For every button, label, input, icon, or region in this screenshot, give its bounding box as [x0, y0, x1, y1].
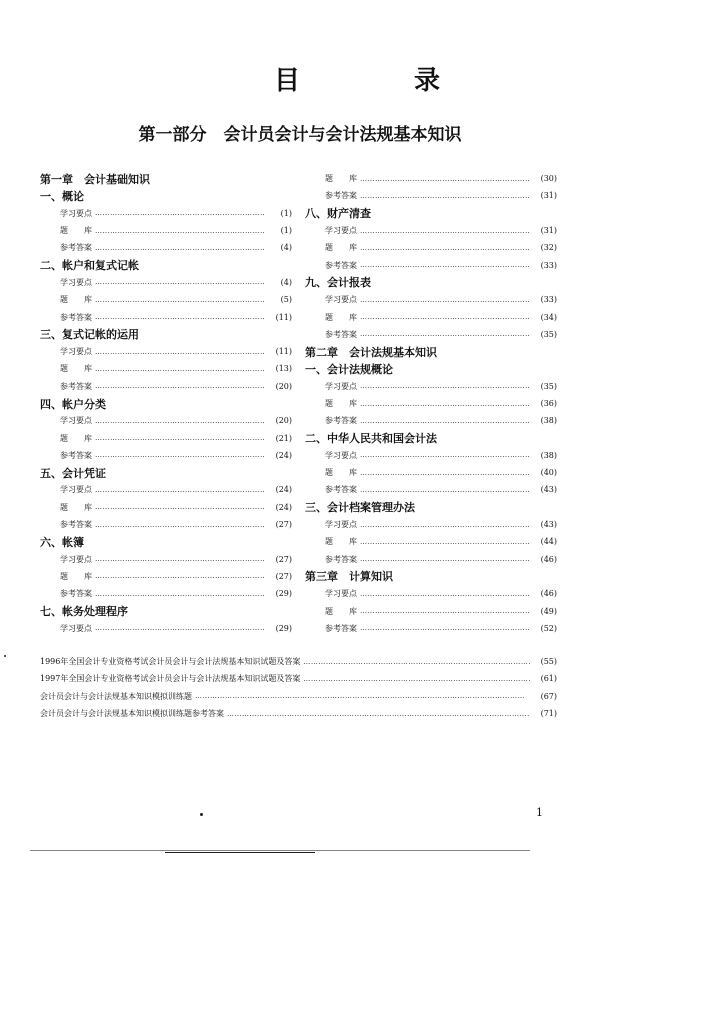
toc-entry-label: 参考答案 — [60, 243, 92, 253]
toc-entry-label: 参考答案 — [325, 329, 357, 339]
toc-left-column — [40, 170, 292, 637]
dot-leader — [95, 365, 265, 373]
toc-entry-label: 题 库 — [60, 364, 92, 374]
toc-entry — [40, 239, 292, 256]
toc-entry-page: (31) — [540, 226, 557, 236]
dot-leader — [95, 278, 265, 286]
dot-leader — [95, 313, 265, 321]
chapter-heading — [40, 170, 292, 187]
toc-entry — [40, 585, 292, 602]
toc-entry — [40, 291, 292, 308]
toc-entry-page: (27) — [275, 520, 292, 530]
toc-entry-page: (30) — [540, 174, 557, 184]
dot-leader — [360, 227, 530, 235]
dot-leader — [95, 209, 265, 217]
toc-entry — [40, 412, 292, 429]
toc-entry-label: 学习要点 — [60, 416, 92, 426]
appendix-entry-label: 1997年全国会计专业资格考试会计员会计与会计法规基本知识试题及答案 — [40, 674, 301, 684]
section-heading — [305, 429, 557, 446]
appendix-entry-page: (67) — [540, 691, 557, 701]
scan-speck — [4, 655, 6, 657]
dot-leader — [195, 692, 530, 700]
toc-entry-page: (24) — [275, 450, 292, 460]
toc-entry-label: 参考答案 — [60, 589, 92, 599]
toc-entry-label: 三、会计档案管理办法 — [305, 501, 415, 515]
dot-leader — [360, 192, 530, 200]
toc-entry — [305, 620, 557, 637]
page-title: 目 录 — [273, 66, 484, 96]
section-heading — [305, 360, 557, 377]
toc-entry-page: (27) — [275, 571, 292, 581]
toc-entry-label: 参考答案 — [325, 623, 357, 633]
section-heading — [305, 274, 557, 291]
toc-entry-label: 参考答案 — [60, 520, 92, 530]
appendix-entry-page: (55) — [540, 657, 557, 667]
toc-entry — [305, 481, 557, 498]
toc-entry — [305, 447, 557, 464]
dot-leader — [360, 521, 530, 529]
toc-entry-label: 题 库 — [325, 606, 357, 616]
toc-entry-label: 学习要点 — [60, 485, 92, 495]
toc-entry — [305, 464, 557, 481]
toc-entry-page: (35) — [540, 329, 557, 339]
toc-entry-label: 学习要点 — [325, 450, 357, 460]
toc-entry — [305, 516, 557, 533]
dot-leader — [95, 434, 265, 442]
toc-entry-label: 第三章 计算知识 — [305, 570, 393, 584]
dot-leader — [360, 624, 530, 632]
dot-leader — [360, 244, 530, 252]
appendix-entry-label: 1996年全国会计专业资格考试会计员会计与会计法规基本知识试题及答案 — [40, 657, 301, 667]
dot-leader — [360, 538, 530, 546]
dot-leader — [95, 244, 265, 252]
toc-entry-page: (27) — [275, 554, 292, 564]
toc-entry — [305, 256, 557, 273]
toc-entry-label: 参考答案 — [325, 554, 357, 564]
dot-leader — [360, 486, 530, 494]
toc-entry-page: (29) — [275, 623, 292, 633]
toc-entry-label: 三、复式记帐的运用 — [40, 328, 139, 342]
toc-entry-page: (21) — [275, 433, 292, 443]
toc-entry-label: 参考答案 — [325, 191, 357, 201]
toc-entry — [305, 170, 557, 187]
toc-entry-page: (40) — [540, 468, 557, 478]
toc-entry-label: 学习要点 — [60, 623, 92, 633]
dot-leader — [360, 313, 530, 321]
toc-entry-label: 二、帐户和复式记帐 — [40, 259, 139, 273]
toc-entry — [40, 360, 292, 377]
toc-entry-label: 题 库 — [325, 174, 357, 184]
dot-leader — [360, 382, 530, 390]
toc-entry-label: 学习要点 — [325, 226, 357, 236]
toc-entry-page: (33) — [540, 260, 557, 270]
dot-leader — [95, 521, 265, 529]
toc-entry-label: 题 库 — [60, 502, 92, 512]
toc-entry-label: 学习要点 — [60, 554, 92, 564]
section-heading — [40, 326, 292, 343]
toc-entry-page: (32) — [540, 243, 557, 253]
toc-entry-label: 题 库 — [325, 399, 357, 408]
toc-entry-label: 学习要点 — [325, 520, 357, 530]
toc-entry — [305, 551, 557, 568]
toc-entry-page: (13) — [275, 364, 292, 374]
dot-leader — [360, 607, 530, 615]
dot-leader — [360, 330, 530, 338]
toc-entry — [40, 378, 292, 395]
toc-entry-page: (29) — [275, 589, 292, 599]
section-heading — [40, 256, 292, 273]
toc-entry — [305, 291, 557, 308]
toc-entry-label: 参考答案 — [60, 312, 92, 322]
toc-entry-label: 学习要点 — [325, 381, 357, 391]
toc-entry-label: 六、帐簿 — [40, 535, 84, 549]
toc-entry-page: (4) — [280, 277, 292, 287]
toc-entry-label: 题 库 — [325, 243, 357, 253]
appendix-entry — [40, 688, 557, 705]
toc-entry-page: (38) — [540, 450, 557, 460]
toc-entry — [305, 187, 557, 204]
toc-entry — [305, 239, 557, 256]
dot-leader — [360, 555, 530, 563]
toc-entry-page: (43) — [540, 520, 557, 530]
toc-entry-label: 四、帐户分类 — [40, 397, 106, 411]
toc-entry-page: (5) — [280, 295, 292, 305]
toc-entry-label: 一、会计法规概论 — [305, 362, 393, 376]
toc-entry-page: (11) — [275, 312, 292, 322]
toc-entry — [40, 308, 292, 325]
toc-entry-page: (1) — [280, 226, 292, 236]
toc-entry-page: (24) — [275, 485, 292, 495]
toc-entry-page: (46) — [540, 589, 557, 599]
toc-entry — [305, 585, 557, 602]
toc-entry — [40, 481, 292, 498]
section-heading — [305, 499, 557, 516]
dot-leader — [95, 486, 265, 494]
toc-entry-label: 参考答案 — [325, 260, 357, 270]
dot-leader — [95, 624, 265, 632]
section-heading — [305, 205, 557, 222]
dot-leader — [360, 417, 530, 425]
dot-leader — [95, 572, 265, 580]
toc-entry-label: 二、中华人民共和国会计法 — [305, 432, 437, 446]
section-heading — [40, 533, 292, 550]
appendix-entry-page: (71) — [540, 709, 557, 719]
dot-leader — [95, 227, 265, 235]
toc-entry — [305, 412, 557, 429]
toc-entry-label: 第二章 会计法规基本知识 — [305, 345, 437, 359]
toc-entry-page: (46) — [540, 554, 557, 564]
toc-entry — [40, 343, 292, 360]
toc-entry-label: 五、会计凭证 — [40, 466, 106, 480]
toc-entry — [305, 602, 557, 619]
dot-leader — [95, 348, 265, 356]
toc-entry-page: (20) — [275, 381, 292, 391]
toc-entry — [40, 620, 292, 637]
dot-leader — [360, 469, 530, 477]
toc-entry-label: 题 库 — [325, 312, 357, 322]
toc-entry-label: 学习要点 — [60, 208, 92, 218]
toc-entry-label: 题 库 — [325, 537, 357, 547]
toc-entry — [40, 205, 292, 222]
toc-entry-page: (35) — [540, 381, 557, 391]
toc-entry-page: (31) — [540, 191, 557, 201]
toc-entry — [40, 274, 292, 291]
scan-rule — [30, 850, 530, 851]
scan-rule — [165, 852, 315, 853]
toc-entry-page: (36) — [540, 399, 557, 408]
dot-leader — [360, 451, 530, 459]
toc-entry-label: 学习要点 — [325, 589, 357, 599]
toc-entry-page: (49) — [540, 606, 557, 616]
dot-leader — [303, 675, 530, 683]
appendix-entry — [40, 705, 557, 722]
toc-entry-label: 题 库 — [60, 571, 92, 581]
appendix-entry-label: 会计员会计与会计法规基本知识模拟训练题参考答案 — [40, 709, 224, 719]
dot-leader — [227, 710, 530, 718]
chapter-heading — [305, 568, 557, 585]
toc-entry — [40, 568, 292, 585]
dot-leader — [360, 261, 530, 269]
toc-entry — [40, 447, 292, 464]
toc-entry-label: 九、会计报表 — [305, 276, 371, 290]
toc-entry — [40, 516, 292, 533]
toc-entry-label: 八、财产清查 — [305, 207, 371, 221]
section-heading — [40, 395, 292, 412]
dot-leader — [303, 658, 530, 666]
appendix-entry-label: 会计员会计与会计法规基本知识模拟训练题 — [40, 691, 192, 701]
toc-entry — [305, 533, 557, 550]
toc-entry-label: 题 库 — [60, 226, 92, 236]
toc-entry-page: (34) — [540, 312, 557, 322]
toc-entry — [305, 326, 557, 343]
toc-entry-page: (52) — [540, 623, 557, 633]
toc-entry-page: (4) — [280, 243, 292, 253]
dot-leader — [360, 296, 530, 304]
dot-leader — [95, 555, 265, 563]
toc-entry — [305, 395, 557, 412]
toc-entry-page: (33) — [540, 295, 557, 305]
toc-entry-label: 题 库 — [325, 468, 357, 478]
dot-leader — [95, 590, 265, 598]
toc-entry-label: 第一章 会计基础知识 — [40, 172, 150, 186]
chapter-heading — [305, 343, 557, 360]
dot-leader — [95, 296, 265, 304]
toc-entry — [40, 429, 292, 446]
toc-entry — [305, 222, 557, 239]
dot-leader — [95, 417, 265, 425]
toc-appendix-list — [40, 653, 557, 722]
dot-leader — [360, 400, 530, 408]
toc-entry-label: 参考答案 — [325, 485, 357, 495]
toc-entry — [40, 551, 292, 568]
toc-entry-page: (1) — [280, 208, 292, 218]
toc-entry — [40, 499, 292, 516]
section-heading — [40, 602, 292, 619]
toc-entry — [40, 222, 292, 239]
toc-entry-label: 参考答案 — [325, 416, 357, 426]
section-heading — [40, 187, 292, 204]
toc-entry-label: 学习要点 — [60, 347, 92, 357]
toc-entry-label: 一、概论 — [40, 189, 84, 203]
scan-speck — [200, 813, 203, 816]
dot-leader — [95, 451, 265, 459]
toc-entry-page: (43) — [540, 485, 557, 495]
toc-entry-label: 七、帐务处理程序 — [40, 605, 128, 619]
page-number: 1 — [536, 806, 543, 819]
toc-entry-page: (20) — [275, 416, 292, 426]
toc-entry-label: 学习要点 — [60, 277, 92, 287]
toc-entry-label: 题 库 — [60, 433, 92, 443]
toc-entry-label: 学习要点 — [325, 295, 357, 305]
section-heading — [40, 464, 292, 481]
appendix-entry — [40, 653, 557, 670]
toc-entry-page: (44) — [540, 537, 557, 547]
dot-leader — [360, 175, 530, 183]
toc-entry — [305, 308, 557, 325]
appendix-entry-page: (61) — [540, 674, 557, 684]
toc-entry-label: 题 库 — [60, 295, 92, 305]
toc-entry-page: (11) — [275, 347, 292, 357]
part-title: 第一部分 会计员会计与会计法规基本知识 — [138, 125, 462, 145]
toc-entry-label: 参考答案 — [60, 450, 92, 460]
toc-entry-page: (24) — [275, 502, 292, 512]
toc-entry-page: (38) — [540, 416, 557, 426]
toc-right-column — [305, 170, 557, 637]
dot-leader — [95, 503, 265, 511]
dot-leader — [360, 590, 530, 598]
toc-entry — [305, 378, 557, 395]
toc-entry-label: 参考答案 — [60, 381, 92, 391]
appendix-entry — [40, 670, 557, 687]
dot-leader — [95, 382, 265, 390]
